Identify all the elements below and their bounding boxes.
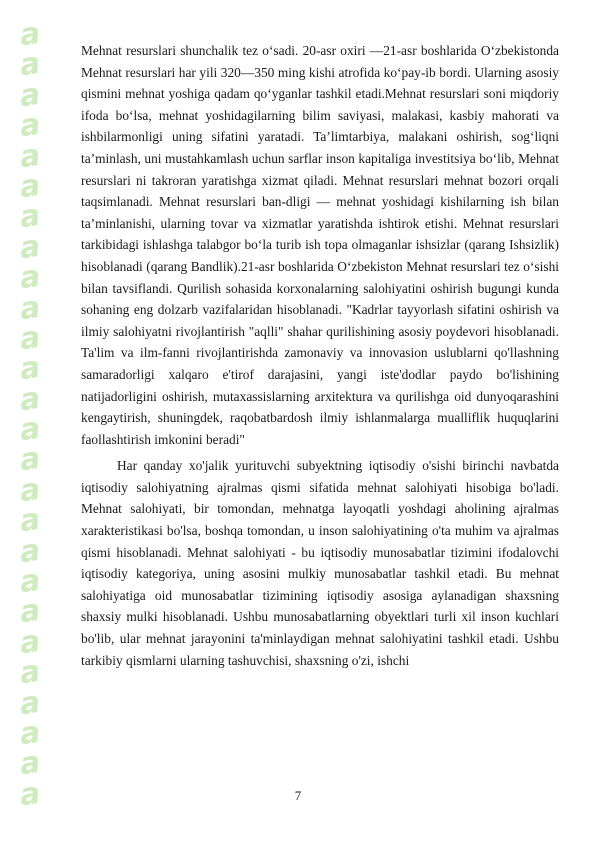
watermark-glyph: a [18, 45, 42, 85]
watermark-glyph: a [18, 258, 42, 297]
watermark-glyph: a [18, 197, 42, 237]
watermark-glyph: a [18, 106, 42, 145]
watermark-glyph: a [18, 410, 42, 449]
watermark-glyph: a [18, 714, 42, 753]
watermark-glyph: a [18, 501, 42, 540]
watermark-glyph: a [18, 288, 42, 328]
page-number: 7 [294, 788, 302, 803]
watermark-glyph: a [18, 592, 42, 632]
watermark-glyph: a [18, 349, 42, 389]
watermark-glyph: a [18, 683, 42, 723]
watermark-glyph: a [18, 653, 42, 692]
watermark-glyph: a [18, 136, 42, 176]
watermark-glyph: a [18, 227, 42, 267]
watermark-glyph: a [18, 471, 42, 510]
watermark-glyph: a [18, 623, 42, 662]
document-body [81, 40, 559, 671]
watermark-glyph: a [18, 744, 42, 784]
watermark-glyph: a [18, 562, 42, 601]
watermark-glyph: a [18, 440, 42, 480]
watermark-glyph: a [18, 15, 42, 54]
watermark-glyph: a [18, 531, 42, 571]
watermark-glyph: a [18, 76, 42, 115]
paragraph-2: Har qanday xo'jalik yurituvchi subyektning iqtisodiy o'sishi birinchi navbatda iqtisodiy salohiyatning ajralmas qismi sifatida mehnat salohiyati hisobiga bo'ladi. Mehnat salohiyati, bir tomondan, mehnatga layoqatli yoshdagi aholining ajralmas xarakteristikasi bo'lsa, boshqa tomondan, u inson salohiyatining o'ta muhim va ajralmas qismi hisoblanadi. Mehnat salohiyati - bu iqtisodiy munosabatlar tizimini ifodalovchi iqtisodiy kategoriya, uning asosini mulkiy munosabatlar tashkil etadi. Bu mehnat salohiyatiga oid munosabatlar tizimining iqtisodiy asosiga aylanadigan shaxsning shaxsiy mulki hisoblanadi. Ushbu munosabatlarning obyektlari turli xil inson kuchlari bo'lib, ular mehnat jarayonini ta'minlaydigan mehnat salohiyatini tashkil etadi. Ushbu tarkibiy qismlarni ularning tashuvchisi, shaxsning o'zi, ishchi [81, 458, 559, 668]
watermark-glyph: a [18, 319, 42, 358]
watermark-strip [16, 15, 44, 814]
paragraph-1: Mehnat resurslari shunchalik tez o‘sadi. 20-asr oxiri —21-asr boshlarida O‘zbekistonda Mehnat resurslari har yili 320—350 ming kishi atrofida ko‘pay-ib bordi. Ularning asosiy qismini mehnat yoshiga qadam qo‘yganlar tashkil etadi.Mehnat resurslari soni miqdoriy ifoda bo‘lsa, mehnat yoshidagilarning bilim saviyasi, malakasi, kasbiy mahorati va ishbilarmonligi uning sifatini yaratadi. Ta’limtarbiya, malakani oshirish, sog‘liqni ta’minlash, uni mustahkamlash uchun sarflar inson kapitaliga investitsiya bo‘lib, Mehnat resurslari ni takroran yaratishga xizmat qiladi. Mehnat resurslari mehnat bozori orqali taqsimlanadi. Mehnat resurslari ban-dligi — mehnat yoshidagi kishilarning ish bilan ta’minlanishi, ularning tovar va xizmatlar yaratishda ishtirok etishi. Mehnat resurslari tarkibidagi ishlashga talabgor bo‘la turib ish topa olmaganlar ishsizlar (qarang Ishsizlik) hisoblanadi (qarang Bandlik).21-asr boshlarida O‘zbekiston Mehnat resurslari tez o‘sishi bilan tavsiflandi. Qurilish sohasida korxonalarning salohiyatini oshirish bugungi kunda sohaning eng dolzarb vazifalaridan hisoblanadi. "Kadrlar tayyorlash sifatini oshirish va ilmiy salohiyatni rivojlantirish "aqlli" shahar qurilishining asosiy poydevori hisoblanadi. Ta'lim va ilm-fanni rivojlantirishda zamonaviy va innovasion uslublarni qo'llashning samaradorligi xalqaro e'tirof darajasini, yangi iste'dodlar paydo bo'lishining natijadorligini oshirish, mutaxassislarning arxitektura va qurilishga oid dunyoqarashini kengaytirish, shuningdek, raqobatbardosh ilmiy ishlanmalarga mualliflik huquqlarini faollashtirish imkonini beradi" [81, 43, 559, 447]
watermark-glyph: a [18, 167, 42, 206]
watermark-glyph: a [18, 379, 42, 419]
watermark-glyph: a [18, 774, 42, 814]
